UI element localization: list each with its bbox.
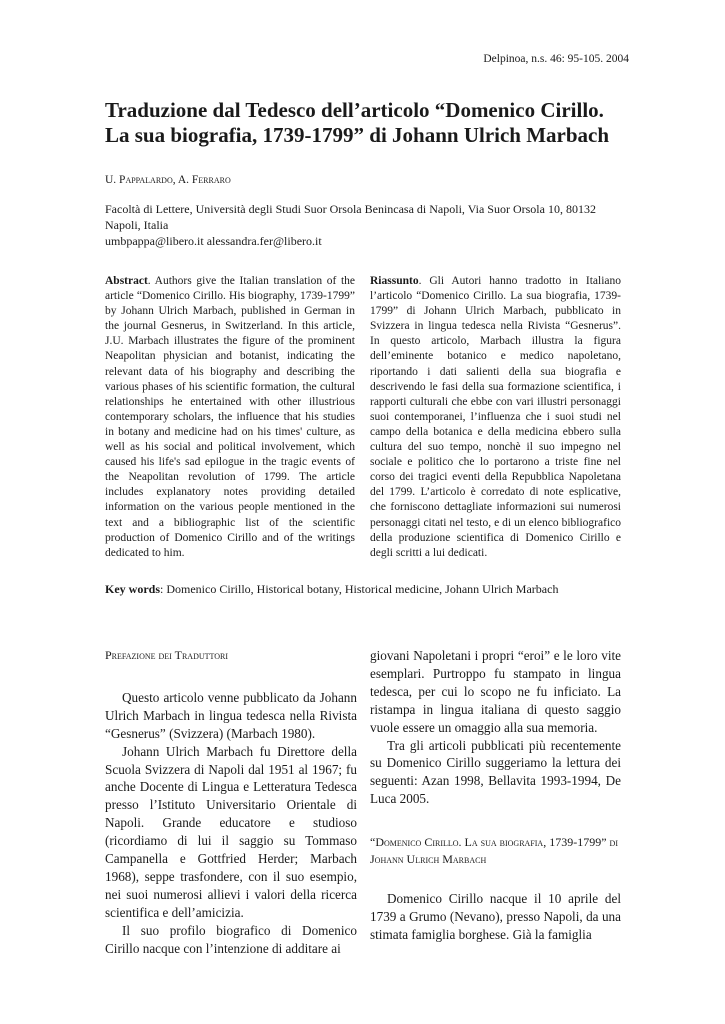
- title-line-1: Traduzione dal Tedesco dell’articolo “Domenico Cirillo.: [105, 98, 604, 122]
- body-paragraph: Il suo profilo biografico di Domenico Cirillo nacque con l’intenzione di additare ai: [105, 922, 357, 956]
- journal-citation: Delpinoa, n.s. 46: 95-105. 2004: [483, 53, 629, 65]
- article-title: [105, 98, 645, 148]
- title-line-2: La sua biografia, 1739-1799” di Johann Ulrich Marbach: [105, 123, 610, 147]
- affiliation-line-2: Napoli, Italia: [105, 218, 169, 232]
- abstract-text: . Authors give the Italian translation of the article “Domenico Cirillo. His biography, 1739-1799” by Johann Ulrich Marbach, published in German in the journal Gesnerus, in Switzerland. In this article, J.U. Marbach illustrates the figure of the prominent Neapolitan physician and botanist, indicating the relevant data of his biography and describing the various phases of his scientific formation, the cultural relationships he entertained with other illustrious contemporary scholars, the influence that his studies in botany and medicine had on his times' culture, as well as his social and political involvement, which caused his life's sad epilogue in the tragic events of the Neapolitan revolution of 1799. The article includes explanatory notes providing detailed information on the various people mentioned in the text and a bibliographic list of the scientific production of Domenico Cirillo and of the writings dedicated to him.: [105, 275, 355, 559]
- body-paragraph: Tra gli articoli pubblicati più recentemente su Domenico Cirillo suggeriamo la lettura dei seguenti: Azan 1998, Bellavita 1993-1994, De Luca 2005.: [370, 737, 621, 807]
- body-paragraph: Domenico Cirillo nacque il 10 aprile del 1739 a Grumo (Nevano), presso Napoli, da una stimata famiglia borghese. Già la famiglia: [370, 891, 621, 942]
- author-list: U. Pappalardo, A. Ferraro: [105, 174, 231, 186]
- section-heading-translation: “Domenico Cirillo. La sua biografia, 1739-1799” di Johann Ulrich Marbach: [370, 835, 618, 867]
- riassunto-label: Riassunto: [370, 275, 419, 287]
- keywords-label: Key words: [105, 582, 160, 596]
- riassunto-text: . Gli Autori hanno tradotto in Italiano l’articolo “Domenico Cirillo. La sua biografia, 1739-1799” di Johann Ulrich Marbach, pubblicato in Svizzera in lingua tedesca nella Rivista “Gesnerus”. In questo articolo, Marbach illustra la figura dell’eminente botanico e medico napoletano, riportando i dati salienti della sua biografia e descrivendo le fasi della sua formazione scientifica, i rapporti culturali che ebbe con vari illustri personaggi suoi contemporanei, l’influenza che i suoi studi nel campo della botanica e della medicina ebbero sulla cultura del suo tempo, nonchè il suo impegno nel sociale e politico che lo portarono a triste fine nel corso dei tragici eventi della Repubblica Napoletana del 1799. L’articolo è corredato di note esplicative, che forniscono dettagliate informazioni sui numerosi personaggi citati nel testo, e di un elenco bibliografico della produzione scientifica di Domenico Cirillo e degli scritti a lui dedicati.: [370, 275, 621, 559]
- body-paragraph: giovani Napoletani i propri “eroi” e le loro vite esemplari. Purtroppo fu stampato in lingua tedesca, per cui lo scopo ne fu inficiato. La ristampa in lingua italiana di questo saggio vuole essere un omaggio alla sua memoria.: [370, 648, 621, 735]
- abstract-label: Abstract: [105, 275, 148, 287]
- body-column-right: [370, 647, 621, 944]
- keywords-line: [105, 582, 625, 597]
- author-emails: umbpappa@libero.it alessandra.fer@libero.it: [105, 234, 322, 248]
- body-paragraph: Questo articolo venne pubblicato da Johann Ulrich Marbach in lingua tedesca nella Rivista “Gesnerus” (Svizzera) (Marbach 1980).: [105, 689, 357, 741]
- keywords-text: : Domenico Cirillo, Historical botany, Historical medicine, Johann Ulrich Marbach: [160, 582, 559, 596]
- body-paragraph: Johann Ulrich Marbach fu Direttore della Scuola Svizzera di Napoli dal 1951 al 1967; fu anche Docente di Lingua e Letteratura Tedesca presso l’Istituto Universitario Orientale di Napoli. Grande educatore e studioso (ricordiamo di lui il saggio su Tommaso Campanella e Gottfried Herder; Marbach 1968), seppe trasfondere, con il suo esempio, nei suoi numerosi allievi i valori della ricerca scientifica e dell’amicizia.: [105, 743, 357, 920]
- abstract-english: [105, 274, 355, 561]
- affiliation-block: [105, 201, 625, 249]
- abstract-italian: [370, 274, 621, 561]
- section-heading-preface: Prefazione dei Traduttori: [105, 648, 229, 662]
- affiliation-line-1: Facoltà di Lettere, Università degli Studi Suor Orsola Benincasa di Napoli, Via Suor Orsola 10, 80132: [105, 202, 596, 216]
- body-column-left: [105, 647, 357, 958]
